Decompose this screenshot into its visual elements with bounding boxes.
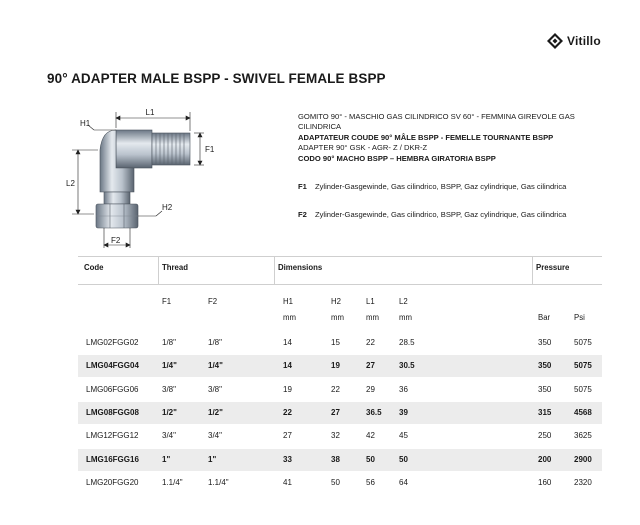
cell-l1: 27 — [366, 361, 375, 371]
unit-h2: mm — [331, 313, 344, 322]
subheader-l2: L2 — [399, 297, 408, 306]
male-thread — [152, 133, 190, 165]
cell-l1: 42 — [366, 431, 375, 441]
table-row — [78, 379, 602, 401]
unit-l2: mm — [399, 313, 412, 322]
cell-f2: 3/8" — [208, 384, 222, 394]
description-it: GOMITO 90° - MASCHIO GAS CILINDRICO SV 60° - FEMMINA GIREVOLE GAS CILINDRICA — [298, 112, 575, 132]
unit-bar: Bar — [538, 313, 551, 322]
fitting-diagram — [64, 104, 244, 254]
table-header-rule — [78, 284, 602, 285]
subheader-h1: H1 — [283, 297, 293, 306]
cell-code: LMG12FGG12 — [86, 431, 139, 441]
cell-f2: 3/4" — [208, 431, 222, 441]
table-row — [78, 449, 602, 471]
cell-h1: 14 — [283, 361, 292, 371]
cell-f1: 1/2" — [162, 407, 177, 417]
cell-l2: 36 — [399, 384, 408, 394]
cell-h2: 19 — [331, 361, 340, 371]
cell-code: LMG20FGG20 — [86, 477, 139, 487]
cell-code: LMG04FGG04 — [86, 361, 139, 371]
table-row — [78, 402, 602, 424]
diamond-logo-icon — [547, 33, 563, 49]
elbow-neck — [104, 192, 130, 204]
elbow-body — [116, 130, 152, 168]
cell-bar: 350 — [538, 361, 552, 371]
cell-h1: 27 — [283, 431, 292, 441]
brand-logo — [547, 33, 601, 49]
unit-l1: mm — [366, 313, 379, 322]
dimension-h1 — [88, 125, 116, 130]
table-row — [78, 355, 602, 377]
cell-f1: 3/4" — [162, 431, 176, 441]
cell-l1: 36.5 — [366, 407, 382, 417]
subheader-f2: F2 — [208, 297, 218, 306]
cell-h1: 22 — [283, 407, 292, 417]
cell-l2: 64 — [399, 477, 408, 487]
header-thread: Thread — [162, 263, 188, 272]
cell-code: LMG08FGG08 — [86, 407, 139, 417]
subheader-l1: L1 — [366, 297, 375, 306]
cell-f2: 1/8" — [208, 338, 222, 347]
cell-h1: 41 — [283, 477, 292, 487]
cell-f2: 1.1/4" — [208, 477, 229, 487]
cell-h2: 32 — [331, 431, 340, 441]
cell-f1: 1.1/4" — [162, 477, 183, 487]
subheader-f1: F1 — [162, 297, 172, 306]
cell-f1: 1" — [162, 454, 171, 464]
thread-def-f1 — [298, 182, 608, 192]
cell-psi: 5075 — [574, 384, 592, 394]
cell-bar: 200 — [538, 454, 552, 464]
thread-def-text: Zylinder-Gasgewinde, Gas cilindrico, BSPP, Gaz cylindrique, Gas cilindrica — [315, 182, 567, 191]
cell-l1: 56 — [366, 477, 375, 487]
label-f2: F2 — [111, 236, 121, 245]
thread-def-key: F2 — [298, 210, 307, 219]
label-h1: H1 — [80, 119, 91, 128]
cell-f1: 3/8" — [162, 384, 176, 394]
product-descriptions — [298, 112, 608, 164]
cell-h1: 33 — [283, 454, 292, 464]
cell-f2: 1/2" — [208, 407, 223, 417]
cell-h2: 50 — [331, 477, 340, 487]
cell-h2: 22 — [331, 384, 340, 394]
header-pressure: Pressure — [536, 263, 570, 272]
table-top-rule — [78, 256, 602, 257]
cell-psi: 2320 — [574, 477, 592, 487]
cell-f1: 1/8" — [162, 338, 176, 347]
label-h2: H2 — [162, 203, 173, 212]
cell-f2: 1/4" — [208, 361, 223, 371]
table-row — [78, 332, 602, 354]
cell-l1: 50 — [366, 454, 375, 464]
cell-code: LMG02FGG02 — [86, 338, 139, 347]
cell-l2: 28.5 — [399, 338, 415, 347]
cell-code: LMG16FGG16 — [86, 454, 139, 464]
label-l1: L1 — [145, 108, 155, 117]
label-l2: L2 — [66, 179, 75, 188]
header-code: Code — [84, 263, 104, 272]
brand-name: Vitillo — [567, 34, 601, 48]
dimension-h2 — [138, 211, 162, 216]
cell-l1: 29 — [366, 384, 375, 394]
cell-bar: 350 — [538, 384, 552, 394]
description-fr: ADAPTATEUR COUDE 90° MÂLE BSPP - FEMELLE TOURNANTE BSPP — [298, 132, 554, 142]
header-dimensions: Dimensions — [278, 263, 323, 272]
cell-psi: 5075 — [574, 361, 592, 371]
cell-f1: 1/4" — [162, 361, 177, 371]
table-divider — [274, 256, 275, 284]
description-de: ADAPTER 90° GSK - AGR- Z / DKR-Z — [298, 143, 428, 153]
cell-l1: 22 — [366, 338, 375, 347]
cell-h1: 19 — [283, 384, 292, 394]
table-divider — [532, 256, 533, 284]
page-title: 90° ADAPTER MALE BSPP - SWIVEL FEMALE BSPP — [47, 71, 386, 86]
cell-psi: 2900 — [574, 454, 592, 464]
cell-psi: 3625 — [574, 431, 592, 441]
cell-l2: 39 — [399, 407, 408, 417]
cell-h2: 38 — [331, 454, 340, 464]
cell-h1: 14 — [283, 338, 292, 347]
description-es: CODO 90° MACHO BSPP – HEMBRA GIRATORIA BSPP — [298, 153, 496, 163]
cell-l2: 30.5 — [399, 361, 415, 371]
unit-psi: Psi — [574, 313, 585, 322]
cell-bar: 350 — [538, 338, 552, 347]
thread-def-f2 — [298, 210, 608, 220]
cell-h2: 27 — [331, 407, 340, 417]
cell-h2: 15 — [331, 338, 340, 347]
label-f1: F1 — [205, 145, 215, 154]
cell-psi: 4568 — [574, 407, 592, 417]
cell-f2: 1" — [208, 454, 217, 464]
thread-def-text: Zylinder-Gasgewinde, Gas cilindrico, BSPP, Gaz cylindrique, Gas cilindrica — [315, 210, 567, 219]
cell-l2: 50 — [399, 454, 408, 464]
cell-psi: 5075 — [574, 338, 592, 347]
cell-l2: 45 — [399, 431, 408, 441]
dimension-l2 — [72, 150, 98, 214]
table-row — [78, 425, 602, 447]
cell-bar: 250 — [538, 431, 552, 441]
table-row — [78, 472, 602, 494]
cell-bar: 160 — [538, 477, 552, 487]
dimension-f1 — [194, 133, 204, 165]
table-divider — [158, 256, 159, 284]
cell-code: LMG06FGG06 — [86, 384, 139, 394]
cell-bar: 315 — [538, 407, 552, 417]
subheader-h2: H2 — [331, 297, 341, 306]
unit-h1: mm — [283, 313, 296, 322]
thread-def-key: F1 — [298, 182, 307, 191]
